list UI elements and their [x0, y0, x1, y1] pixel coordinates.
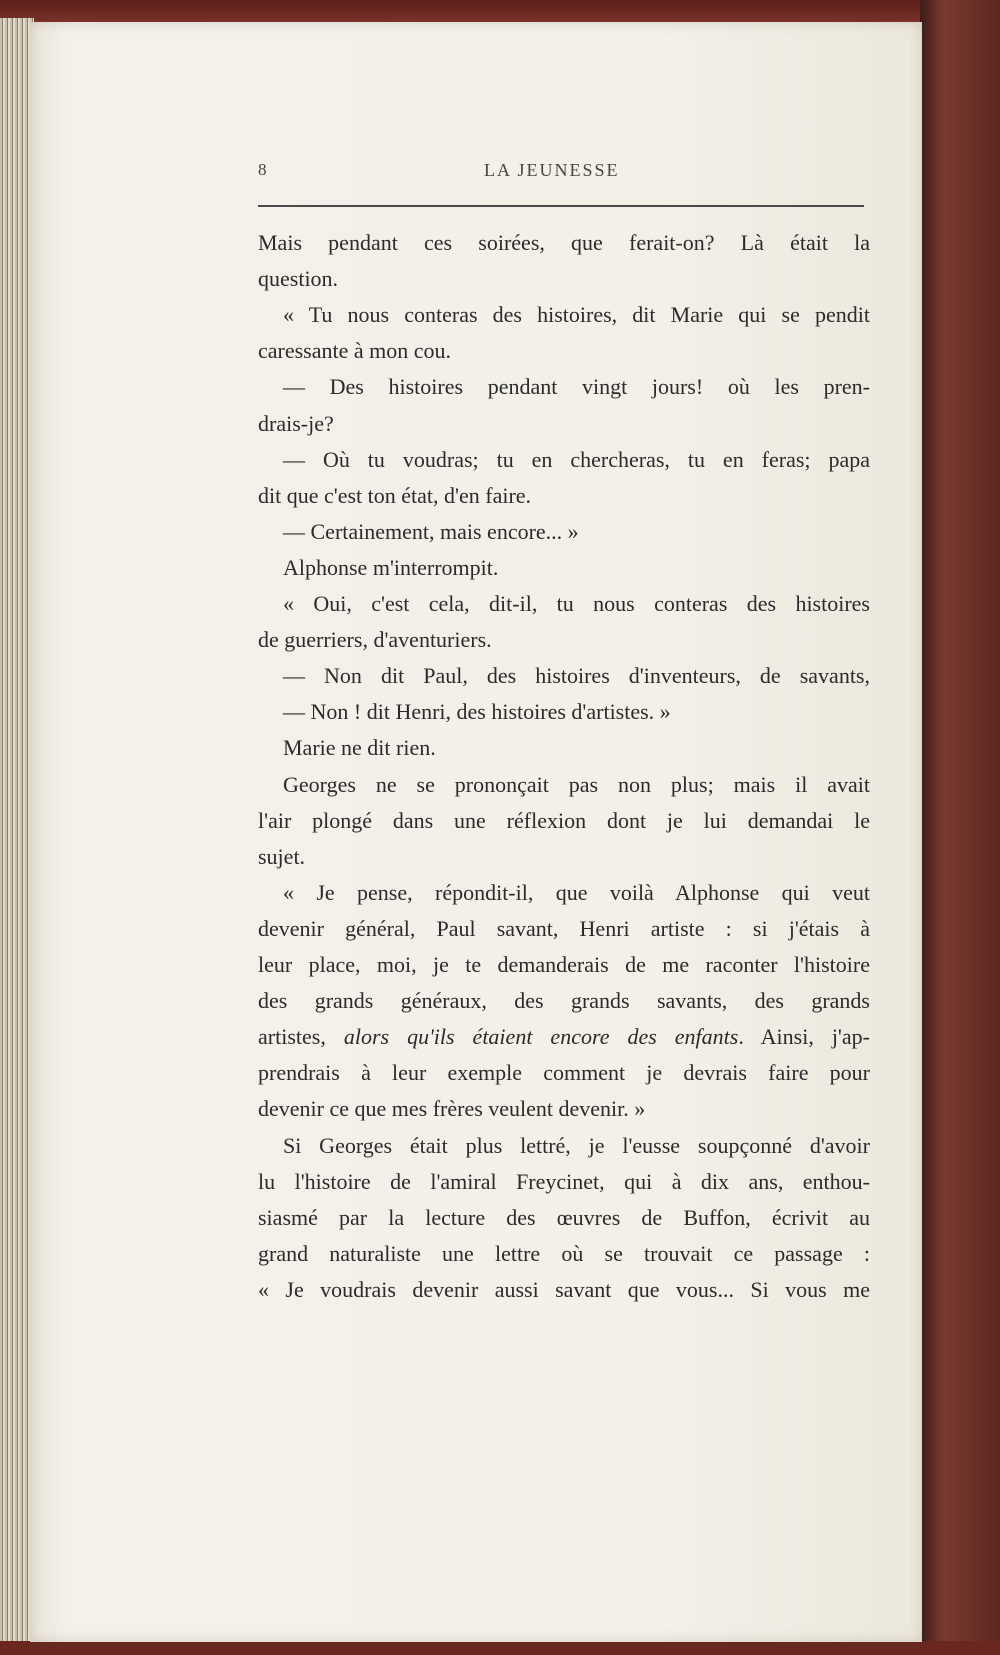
text-line: Georges ne se prononçait pas non plus; mais il avait [283, 771, 870, 797]
text-line: — Non ! dit Henri, des histoires d'artistes. » [283, 699, 671, 725]
book-cover-bottom [0, 1641, 1000, 1655]
text-line: — Où tu voudras; tu en chercheras, tu en feras; papa [283, 446, 870, 472]
text-line: des grands généraux, des grands savants, des grands [258, 988, 870, 1014]
header-rule [258, 205, 864, 207]
text-line: prendrais à leur exemple comment je devrais faire pour [258, 1060, 870, 1086]
text-line: siasmé par la lecture des œuvres de Buffon, écrivit au [258, 1204, 870, 1230]
text-line: devenir général, Paul savant, Henri artiste : si j'étais à [258, 915, 870, 941]
text-line: — Des histoires pendant vingt jours! où les pren- [283, 374, 870, 400]
text-line: drais-je? [258, 410, 334, 436]
text-line: leur place, moi, je te demanderais de me raconter l'histoire [258, 952, 870, 977]
text-line: question. [258, 266, 339, 292]
text-line: Mais pendant ces soirées, que ferait-on? Là était la [258, 230, 870, 255]
text-line: — Non dit Paul, des histoires d'inventeurs, de savants, [283, 663, 870, 689]
book-cover-top [0, 0, 1000, 22]
italic-text: alors qu'ils étaient encore des enfants [343, 1024, 739, 1050]
text-line: lu l'histoire de l'amiral Freycinet, qui à dix ans, enthou- [258, 1168, 870, 1194]
page-edges [0, 18, 34, 1643]
text-segment: artistes, [258, 1024, 344, 1050]
text-line: « Je voudrais devenir aussi savant que vous... Si vous me [258, 1276, 870, 1302]
text-line: caressante à mon cou. [258, 338, 452, 364]
text-line: sujet. [258, 843, 306, 869]
book-cover-right [920, 0, 1000, 1655]
text-line: « Je pense, répondit-il, que voilà Alphonse qui veut [283, 879, 870, 905]
text-line: dit que c'est ton état, d'en faire. [258, 482, 532, 508]
text-line: « Oui, c'est cela, dit-il, tu nous conteras des histoires [283, 591, 870, 616]
text-line: Marie ne dit rien. [283, 735, 436, 761]
text-line: Si Georges était plus lettré, je l'eusse soupçonné d'avoir [283, 1132, 870, 1158]
text-line: grand naturaliste une lettre où se trouvait ce passage : [258, 1240, 870, 1266]
text-line: devenir ce que mes frères veulent devenir. » [258, 1096, 646, 1122]
text-line: Alphonse m'interrompit. [283, 554, 499, 580]
text-segment: . Ainsi, j'ap- [738, 1024, 870, 1050]
page-number: 8 [258, 160, 267, 179]
text-line: l'air plongé dans une réflexion dont je lui demandai le [258, 807, 870, 833]
text-line: « Tu nous conteras des histoires, dit Marie qui se pendit [283, 302, 870, 328]
running-head: LA JEUNESSE [484, 160, 620, 180]
text-line: de guerriers, d'aventuriers. [258, 627, 492, 653]
text-line: — Certainement, mais encore... » [283, 518, 579, 544]
text-line [258, 1022, 870, 1052]
